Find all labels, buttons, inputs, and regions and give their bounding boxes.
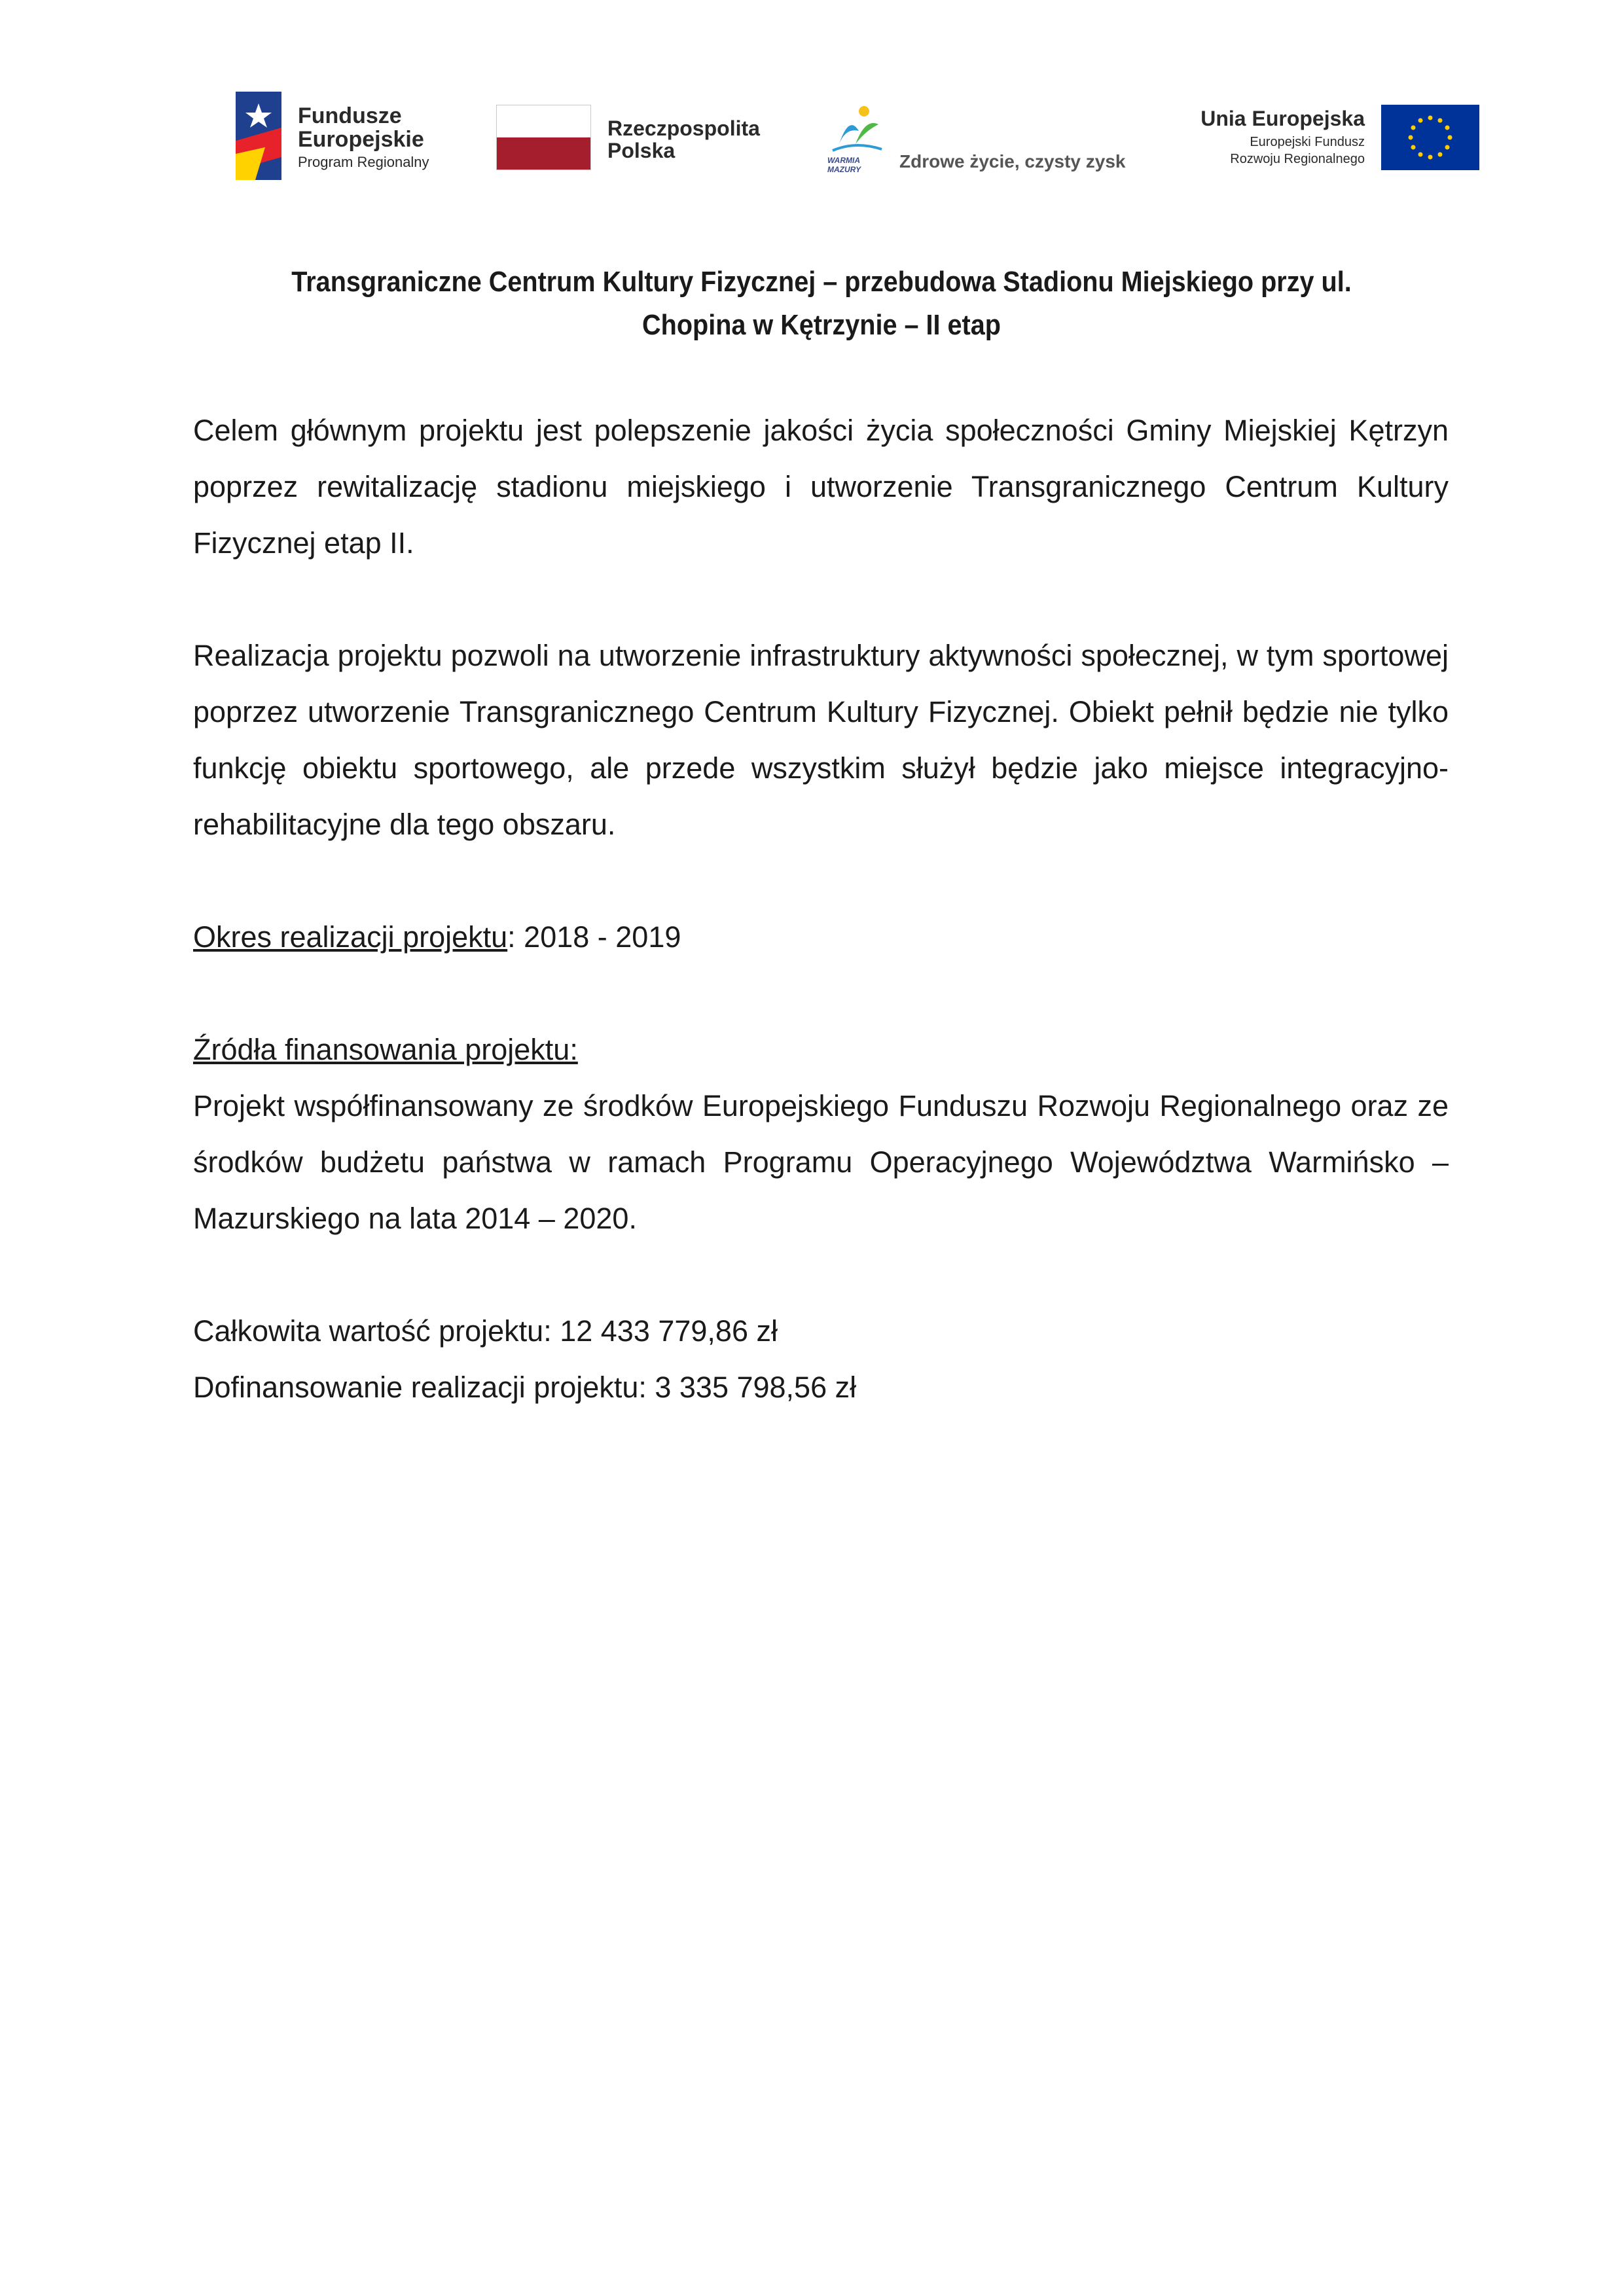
funding-heading: Źródła finansowania projektu: — [193, 1033, 578, 1066]
paragraph-goal: Celem głównym projektu jest polepszenie jakości życia społeczności Gminy Miejskiej Kętrzyn poprzez rewitalizację stadionu miejskiego i utworzenie Transgranicznego Centrum Kultury Fizycznej etap II. — [193, 414, 1449, 560]
eu-flag-icon — [1381, 105, 1479, 170]
warmia-mazury-emblem-icon — [826, 105, 888, 156]
unia-line2: Europejski Fundusz — [1250, 135, 1365, 149]
rzeczpospolita-line2: Polska — [607, 139, 676, 162]
fundusze-line1: Fundusze — [298, 103, 402, 128]
period-line — [193, 909, 1449, 965]
cofinancing-line: Dofinansowanie realizacji projektu: 3 335 798,56 zł — [193, 1371, 857, 1404]
warmia-mazury-logo — [826, 105, 1134, 177]
document-body — [193, 403, 1449, 1416]
warmia-slogan: Zdrowe życie, czysty zysk — [899, 151, 1126, 171]
logo-strip — [0, 0, 1624, 196]
period-label: Okres realizacji projektu — [193, 920, 508, 954]
warmia-brand-line2: MAZURY — [827, 165, 861, 174]
fundusze-line2: Europejskie — [298, 127, 424, 152]
unia-line3: Rozwoju Regionalnego — [1230, 152, 1365, 166]
warmia-brand-line1: WARMIA — [827, 156, 860, 165]
fundusze-europejskie-emblem-icon — [236, 92, 281, 180]
total-value-line: Całkowita wartość projektu: 12 433 779,86 zł — [193, 1314, 778, 1348]
polish-flag-icon — [496, 105, 591, 170]
paragraph-realization: Realizacja projektu pozwoli na utworzenie infrastruktury aktywności społecznej, w tym sportowej poprzez utworzenie Transgranicznego Centrum Kultury Fizycznej. Obiekt pełnił będzie nie tylko funkcję obiektu sportowego, ale przede wszystkim służył będzie jako miejsce integracyjno-rehabilitacyjne dla tego obszaru. — [193, 639, 1449, 841]
unia-line1: Unia Europejska — [1200, 107, 1365, 130]
unia-europejska-logo — [1178, 105, 1479, 173]
rzeczpospolita-line1: Rzeczpospolita — [607, 117, 760, 140]
fundusze-line3: Program Regionalny — [298, 154, 429, 170]
paragraph-funding: Projekt współfinansowany ze środków Europejskiego Funduszu Rozwoju Regionalnego oraz ze środków budżetu państwa w ramach Programu Operacyjnego Województwa Warmińsko – Mazurskiego na lata 2014 – 2020. — [193, 1089, 1449, 1235]
period-value: : 2018 - 2019 — [507, 920, 681, 954]
document-title: Transgraniczne Centrum Kultury Fizycznej – przebudowa Stadionu Miejskiego przy ul. Chopina w Kętrzynie – II etap — [291, 266, 1352, 341]
fundusze-europejskie-logo — [236, 92, 458, 180]
rzeczpospolita-polska-logo — [496, 105, 771, 173]
